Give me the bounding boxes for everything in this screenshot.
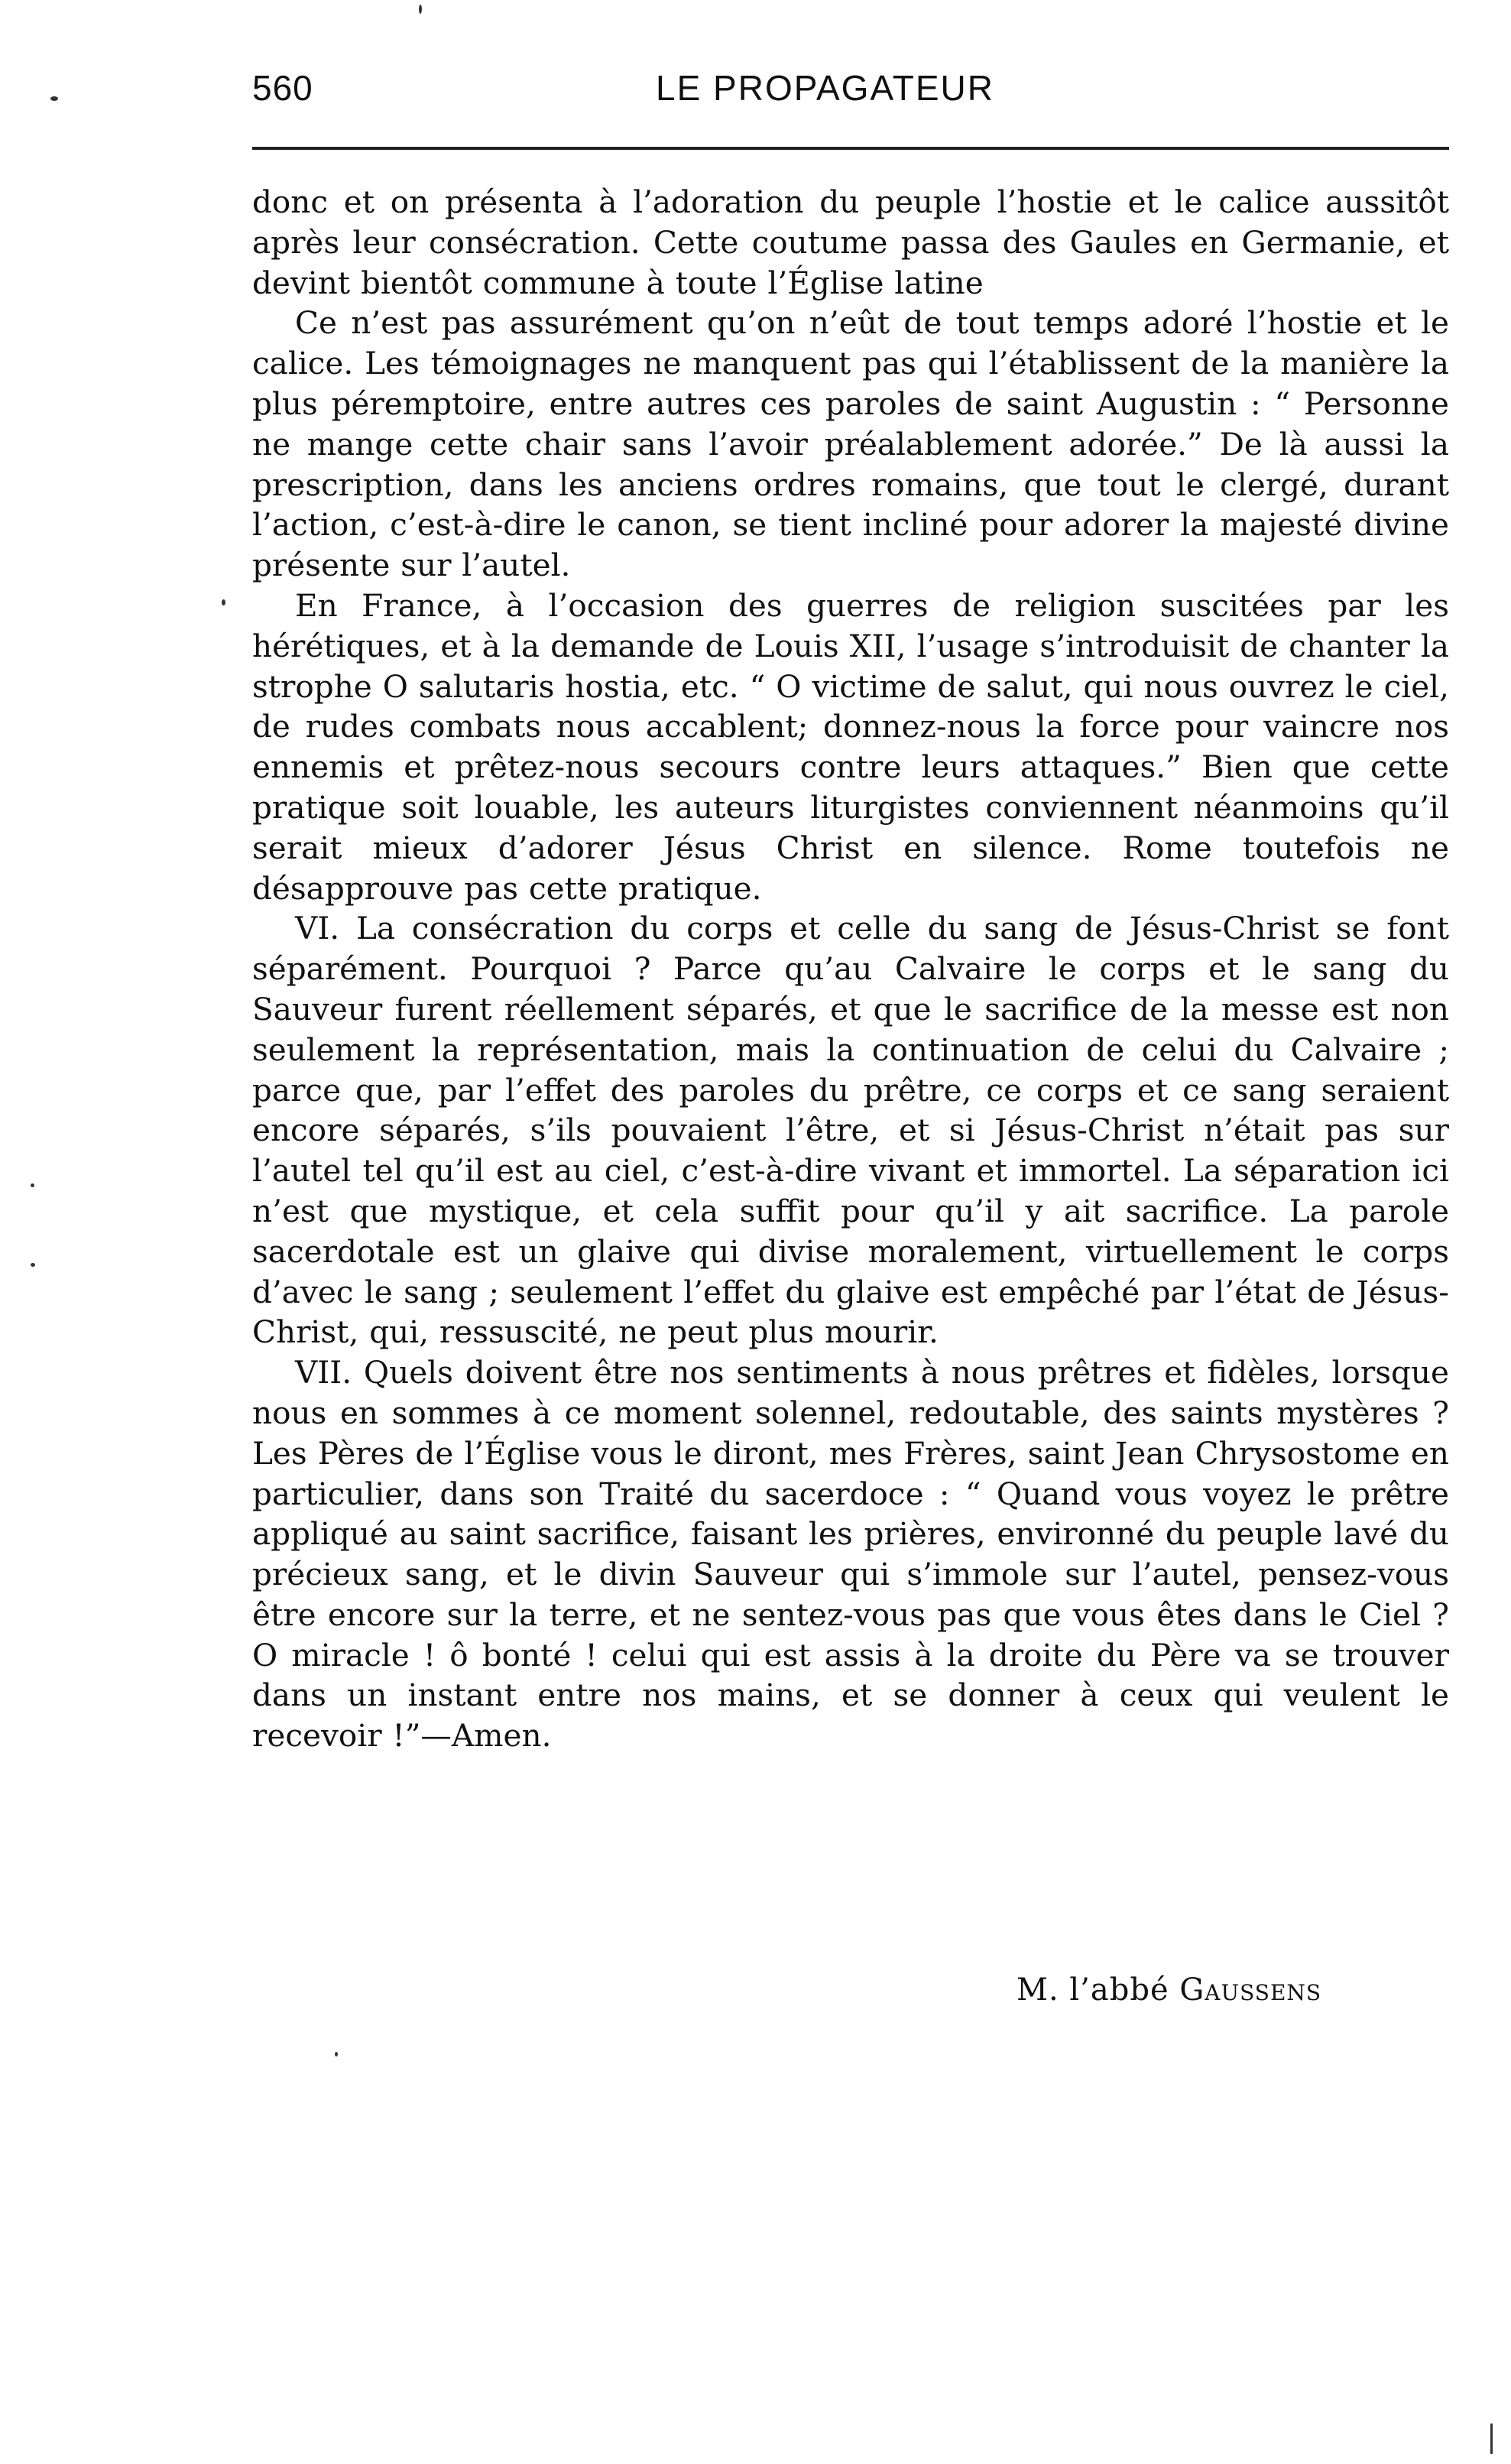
signature-prefix: M. l’abbé [1017, 1972, 1169, 2008]
paragraph: donc et on présenta à l’adoration du peuple l’hostie et le calice aussitôt après leur consécration. Cette coutume passa des Gaules en Germanie, et devint bientôt commune à toute l’Église latine [252, 183, 1449, 301]
running-title: LE PROPAGATEUR [656, 68, 994, 108]
print-speck [419, 5, 422, 14]
paragraph: En France, à l’occasion des guerres de religion suscitées par les hérétiques, et à la demande de Louis XII, l’usage s’introduisit de chanter la strophe O salutaris hostia, etc. “ O victime de salut, qui nous ouvrez le ciel, de rudes combats nous accablent; donnez-nous la force pour vaincre nos ennemis et prêtez-nous secours contre leurs attaques.” Bien que cette pratique soit louable, les auteurs liturgistes conviennent néanmoins qu’il serait mieux d’adorer Jésus Christ en silence. Rome toutefois ne désapprouve pas cette pratique. [252, 586, 1449, 907]
article-body [252, 182, 1449, 1756]
print-speck [50, 96, 58, 101]
print-speck [1490, 2423, 1493, 2454]
paragraph: Ce n’est pas assurément qu’on n’eût de tout temps adoré l’hostie et le calice. Les témoignages ne manquent pas qui l’établissent de la manière la plus péremptoire, entre autres ces paroles de saint Augustin : “ Personne ne mange cette chair sans l’avoir préalablement adorée.” De là aussi la prescription, dans les anciens ordres romains, que tout le clergé, durant l’action, c’est-à-dire le canon, se tient incliné pour adorer la majesté divine présente sur l’autel. [252, 304, 1449, 584]
paragraph: VII. Quels doivent être nos sentiments à nous prêtres et fidèles, lorsque nous en sommes à ce moment solennel, redoutable, des saints mystères ? Les Pères de l’Église vous le diront, mes Frères, saint Jean Chrysostome en particulier, dans son Traité du sacerdoce : “ Quand vous voyez le prêtre appliqué au saint sacrifice, faisant les prières, environné du peuple lavé du précieux sang, et le divin Sauveur qui s’immole sur l’autel, pensez-vous être encore sur la terre, et ne sentez-vous pas que vous êtes dans le Ciel ? O miracle ! ô bonté ! celui qui est assis à la droite du Père va se trouver dans un instant entre nos mains, et se donner à ceux qui veulent le recevoir !”—Amen. [252, 1354, 1449, 1755]
header-rule [252, 147, 1449, 150]
signature-name: Gaussens [1179, 1972, 1322, 2008]
print-speck [222, 599, 225, 605]
paragraph: VI. La consécration du corps et celle du sang de Jésus-Christ se font séparément. Pourquoi ? Parce qu’au Calvaire le corps et le sang du Sauveur furent réellement séparés, et que le sacrifice de la messe est non seulement la représentation, mais la continuation de celui du Calvaire ; parce que, par l’effet des paroles du prêtre, ce corps et ce sang seraient encore séparés, s’ils pouvaient l’être, et si Jésus-Christ n’était pas sur l’autel tel qu’il est au ciel, c’est-à-dire vivant et immortel. La séparation ici n’est que mystique, et cela suffit pour qu’il y ait sacrifice. La parole sacerdotale est un glaive qui divise moralement, virtuellement le corps d’avec le sang ; seulement l’effet du glaive est empêché par l’état de Jésus-Christ, qui, ressuscité, ne peut plus mourir. [252, 910, 1449, 1351]
print-speck [335, 2052, 338, 2057]
print-speck [31, 1183, 34, 1187]
signature [1017, 1972, 1321, 2008]
page-number: 560 [252, 68, 313, 108]
print-speck [31, 1263, 35, 1267]
page-header [252, 67, 1449, 113]
